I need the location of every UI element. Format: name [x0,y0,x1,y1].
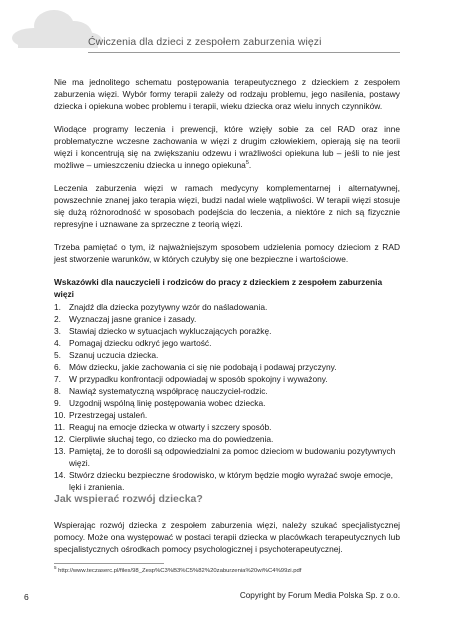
header-divider [88,52,400,53]
footnote-divider [54,563,164,564]
footnote-link[interactable]: http://www.teczaserc.pl/files/98_Zesp%C3%B3%C5%82%20zaburzenia%20wi%C4%99zi.pdf [58,568,302,574]
page-number: 6 [24,592,29,602]
list-item: 1. Znajdź dla dziecka pozytywny wzór do naśladowania. [54,302,268,312]
list-item: 9. Uzgodnij wspólną linię postępowania wobec dziecka. [54,398,266,408]
paragraph: Nie ma jednolitego schematu postępowania terapeutycznego z dzieckiem z zespołem zaburzenia więzi. Wybór formy terapii zależy od rodzaju problemu, jego nasilenia, postawy dziecka i opiekuna wobec problemu i terapii, wieku dziecka oraz wielu innych czynników. [54,77,400,111]
list-item: 8. Nawiąż systematyczną współpracę nauczyciel-rodzic. [54,386,268,396]
copyright-notice: Copyright by Forum Media Polska Sp. z o.o. [239,591,400,600]
list-item: 3. Stawiaj dziecko w sytuacjach wykluczających porażkę. [54,326,272,336]
section-paragraph: Wspierając rozwój dziecka z zespołem zaburzenia więzi, należy szukać specjalistycznej pomocy. Może ona występować w postaci terapii dziecka w placówkach terapeutycznych lub specjalistycznych ośrodkach pomocy psychologicznej i psychoterapeutycznej. [54,520,400,554]
footnote-reference[interactable]: 5 [245,160,249,167]
footnote-marker: 5 [54,565,57,571]
paragraph: Trzeba pamiętać o tym, iż najważniejszym sposobem udzielenia pomocy dzieciom z RAD jest stworzenie warunków, w których czułyby się one bezpieczne i wartościowe. [54,242,400,264]
tips-list [54,301,400,493]
list-item: 14. Stwórz dziecku bezpieczne środowisko, w którym będzie mogło wyrażać swoje emocje, lęki i zranienia. [54,470,393,492]
section-heading: Jak wspierać rozwój dziecka? [54,493,203,505]
header-title: Ćwiczenia dla dzieci z zespołem zaburzenia więzi [88,37,322,48]
list-item: 2. Wyznaczaj jasne granice i zasady. [54,314,197,324]
list-item: 11. Reaguj na emocje dziecka w otwarty i szczery sposób. [54,422,272,432]
list-item: 7. W przypadku konfrontacji odpowiadaj w sposób spokojny i wyważony. [54,374,328,384]
list-item: 5. Szanuj uczucia dziecka. [54,350,159,360]
list-item: 10. Przestrzegaj ustaleń. [54,410,148,420]
list-item: 12. Cierpliwie słuchaj tego, co dziecko ma do powiedzenia. [54,434,274,444]
main-content [54,76,400,493]
list-item: 6. Mów dziecku, jakie zachowania ci się nie podobają i podawaj przyczyny. [54,362,337,372]
paragraph: Wiodące programy leczenia i prewencji, które wzięły sobie za cel RAD oraz inne problematyczne wczesne zachowania w więzi z drugim człowiekiem, opierają się na teorii więzi i koncentrują się na zwiększaniu odzewu i wrażliwości opiekuna lub – jeśli to nie jest możliwe – umieszczeniu dziecka u innego opiekuna$^5$. [54,124,400,170]
footnote [54,565,302,574]
list-item: 13. Pamiętaj, że to dorośli są odpowiedzialni za pomoc dzieciom w budowaniu pozytywnych więzi. [54,446,396,468]
list-item: 4. Pomagaj dziecku odkryć jego wartość. [54,338,212,348]
tips-heading: Wskazówki dla nauczycieli i rodziców do pracy z dzieckiem z zespołem zaburzenia więzi [54,277,383,299]
paragraph: Leczenia zaburzenia więzi w ramach medycyny komplementarnej i alternatywnej, powszechnie znanej jako terapia więzi, budzi nadal wiele wątpliwości. W terapii więzi stosuje się dużą różnorodność w sposobach podejścia do leczenia, a niektóre z nich są fizycznie represyjne i uznawane za sprzeczne z teorią więzi. [54,183,400,229]
